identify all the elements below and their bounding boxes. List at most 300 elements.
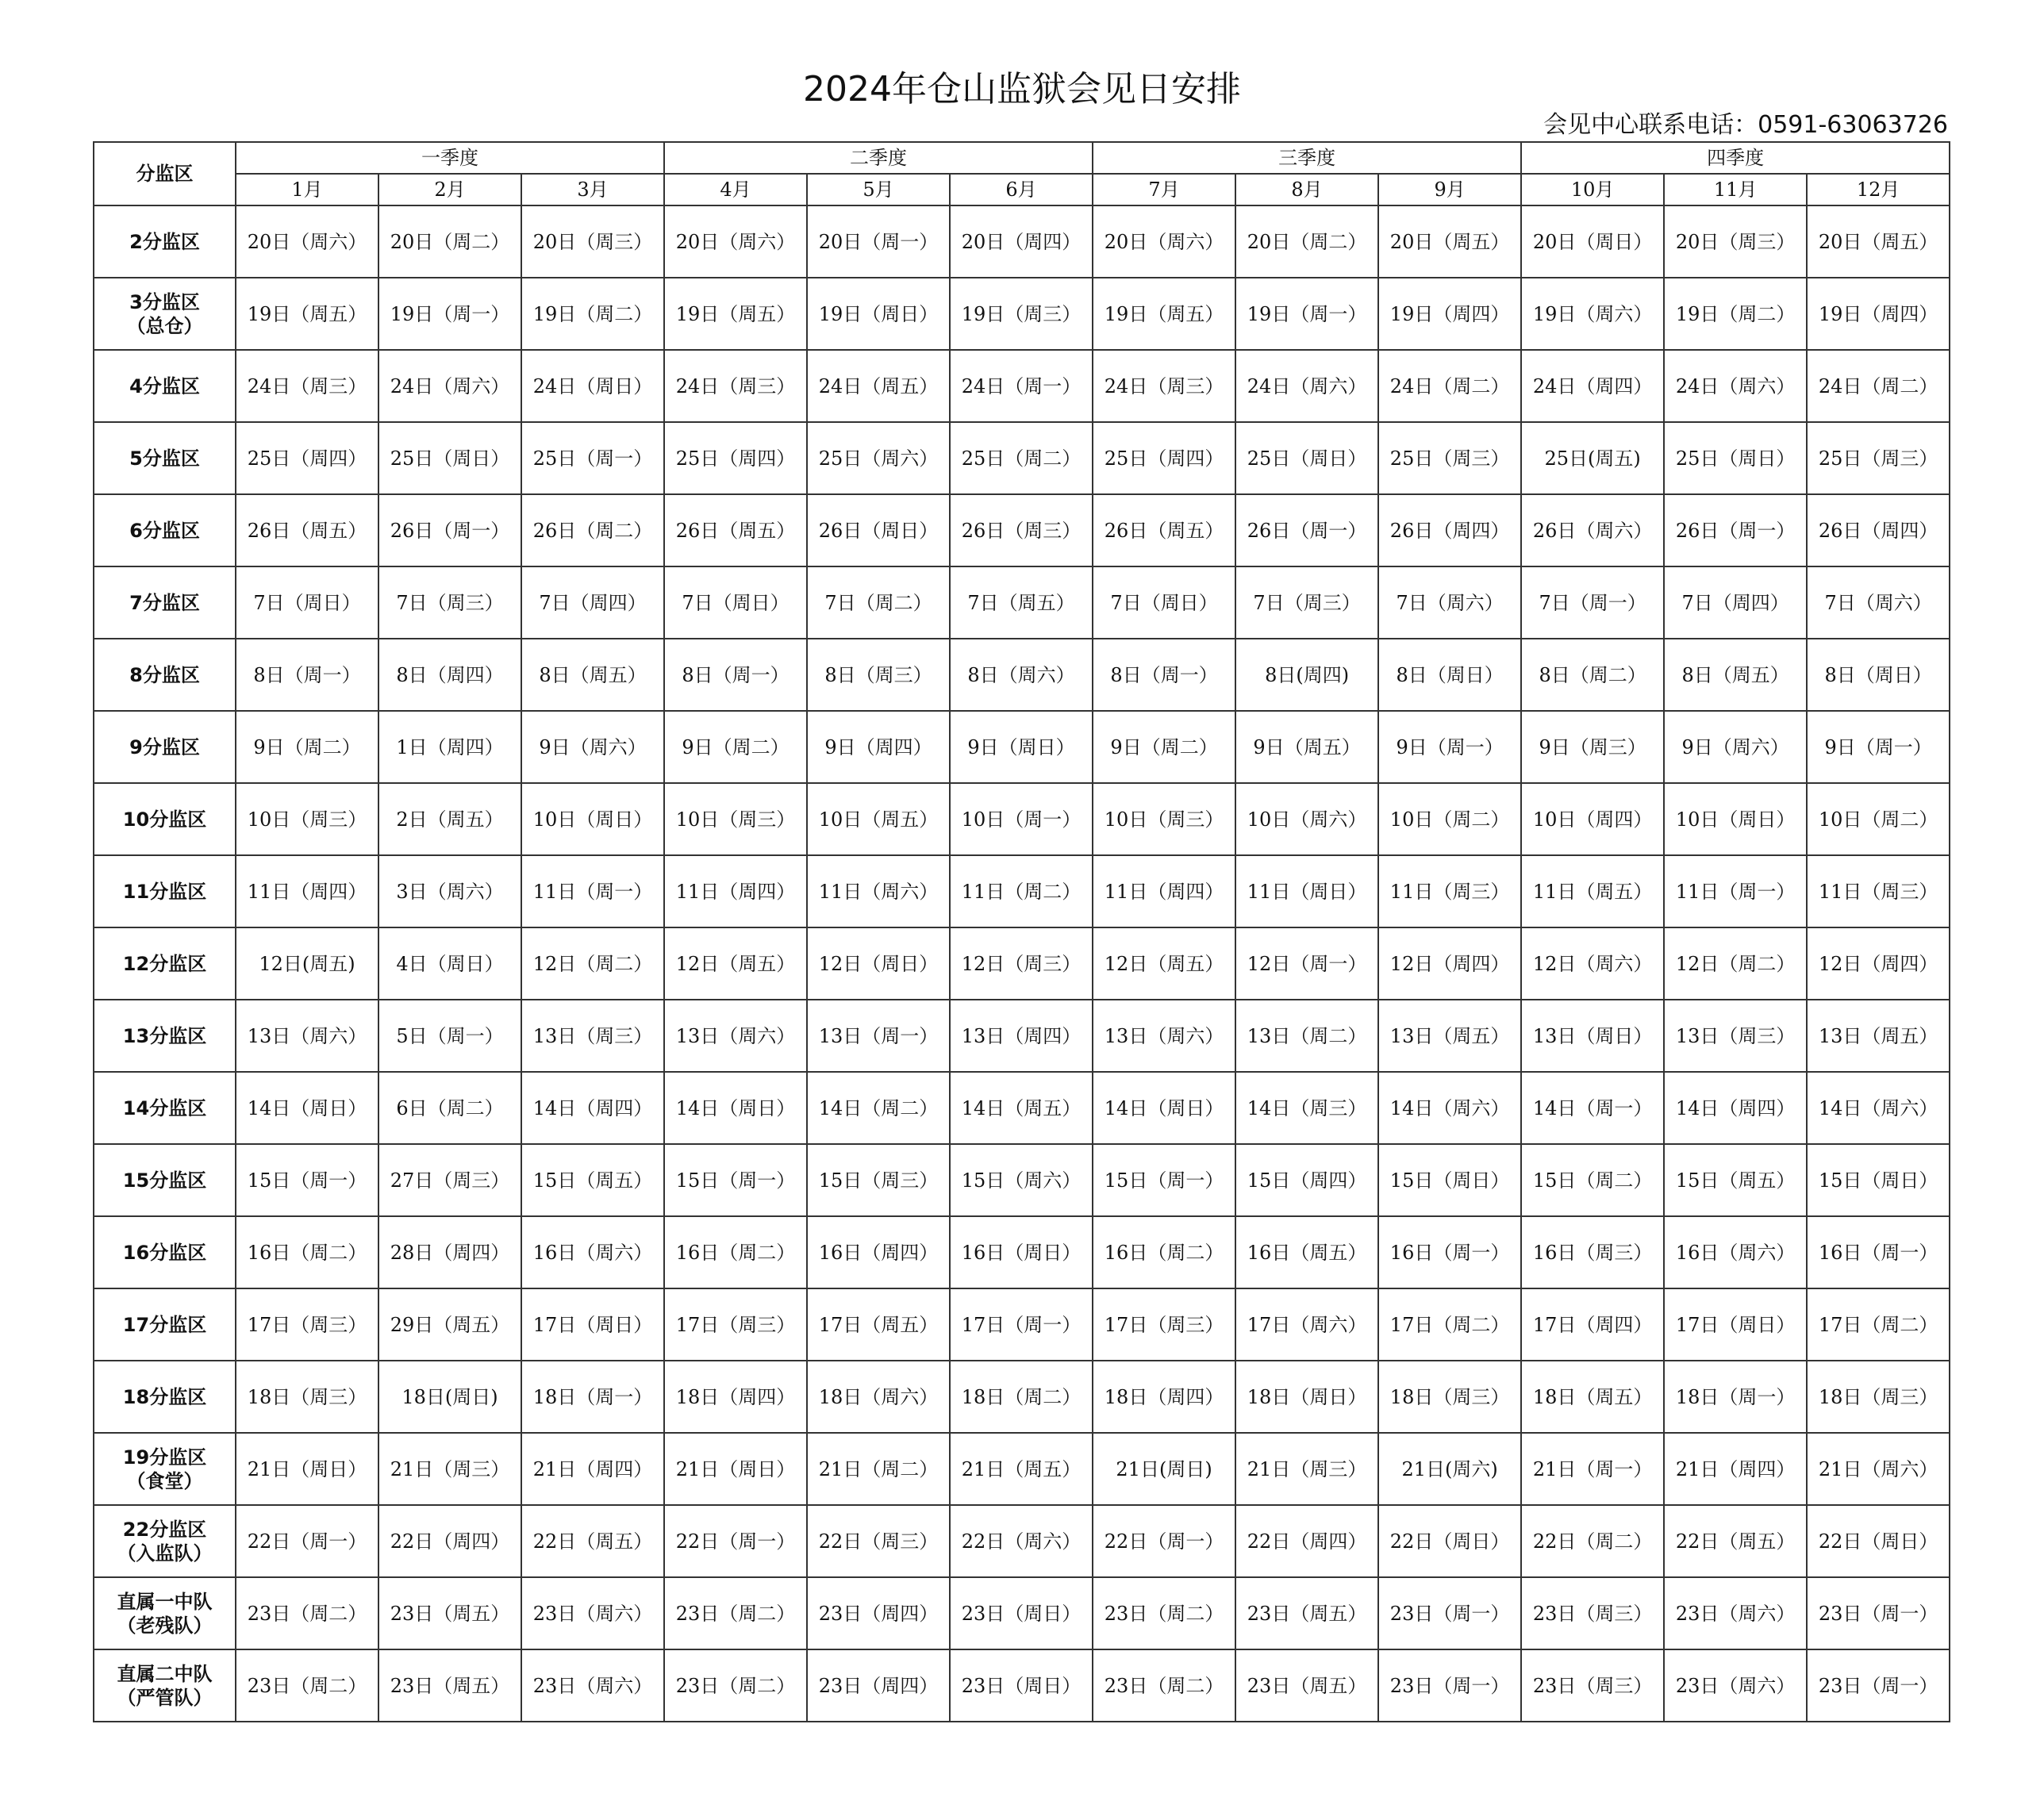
visit-date-cell: 9日（周日） (950, 711, 1093, 783)
visit-date-cell: 9日（周六） (521, 711, 664, 783)
unit-name-cell (94, 783, 236, 855)
table-row (94, 1649, 1950, 1722)
table-row (94, 205, 1950, 278)
visit-date-cell: 22日（周四） (1235, 1505, 1378, 1577)
visit-date-cell: 13日（周三） (1664, 1000, 1807, 1072)
visit-date-cell: 11日（周四） (1093, 855, 1235, 927)
visit-date-cell: 22日（周二） (1521, 1505, 1664, 1577)
month-header: 9月 (1378, 174, 1521, 205)
visit-date-cell: 15日（周四） (1235, 1144, 1378, 1216)
unit-name-cell (94, 278, 236, 350)
visit-date-cell: 21日（周日） (664, 1433, 807, 1505)
visit-date-cell: 16日（周一） (1807, 1216, 1950, 1288)
visit-date-cell: 26日（周四） (1807, 494, 1950, 566)
visit-date-cell: 8日（周一） (664, 639, 807, 711)
visit-date-cell: 24日（周三） (1093, 350, 1235, 422)
visit-date-cell: 24日（周三） (236, 350, 378, 422)
month-header: 11月 (1664, 174, 1807, 205)
visit-date-cell: 17日（周一） (950, 1288, 1093, 1361)
visit-date-cell: 23日（周五） (378, 1577, 521, 1649)
unit-name: 4分监区 (129, 374, 200, 397)
table-row (94, 566, 1950, 639)
visit-date-cell: 14日（周日） (1093, 1072, 1235, 1144)
month-header: 1月 (236, 174, 378, 205)
visit-date-cell: 8日（周五） (1664, 639, 1807, 711)
visit-date-cell: 23日（周三） (1521, 1649, 1664, 1722)
visit-date-cell: 14日（周六） (1807, 1072, 1950, 1144)
visit-date-cell: 9日（周四） (807, 711, 950, 783)
visit-date-cell: 10日（周二） (1807, 783, 1950, 855)
visit-date-cell: 14日（周日） (236, 1072, 378, 1144)
visit-date-cell: 20日（周五） (1807, 205, 1950, 278)
visit-date-cell: 25日（周四） (236, 422, 378, 494)
visit-date-cell: 20日（周四） (950, 205, 1093, 278)
table-row (94, 1505, 1950, 1577)
visit-date-cell: 11日（周六） (807, 855, 950, 927)
visit-date-cell: 9日（周三） (1521, 711, 1664, 783)
visit-date-cell: 18日（周一） (521, 1361, 664, 1433)
visit-date-cell: 20日（周三） (1664, 205, 1807, 278)
visit-date-cell: 23日（周一） (1378, 1577, 1521, 1649)
visit-date-cell: 8日（周五） (521, 639, 664, 711)
visit-date-cell: 25日（周四） (664, 422, 807, 494)
visit-date-cell: 10日（周日） (1664, 783, 1807, 855)
unit-subname: （食堂） (126, 1469, 203, 1492)
visit-date-cell: 17日（周二） (1807, 1288, 1950, 1361)
visit-date-cell: 8日（周三） (807, 639, 950, 711)
unit-name-cell (94, 1000, 236, 1072)
visit-date-cell: 16日（周五） (1235, 1216, 1378, 1288)
visit-date-cell: 20日（周六） (236, 205, 378, 278)
visit-date-cell: 23日（周日） (950, 1649, 1093, 1722)
visit-date-cell: 8日（周日） (1807, 639, 1950, 711)
visit-date-cell: 24日（周四） (1521, 350, 1664, 422)
visit-date-cell: 8日（周一） (236, 639, 378, 711)
table-row (94, 855, 1950, 927)
visit-date-cell: 12日（周日） (807, 927, 950, 1000)
visit-date-cell: 15日（周三） (807, 1144, 950, 1216)
visit-date-cell: 19日（周六） (1521, 278, 1664, 350)
visit-date-cell: 23日（周二） (236, 1649, 378, 1722)
visit-date-cell: 16日（周二） (1093, 1216, 1235, 1288)
visit-date-cell: 23日（周二） (664, 1649, 807, 1722)
visit-date-cell: 7日（周四） (521, 566, 664, 639)
unit-name: 12分监区 (122, 952, 207, 975)
visit-date-cell: 25日（周三） (1807, 422, 1950, 494)
unit-name: 18分监区 (122, 1385, 207, 1408)
visit-date-cell: 9日（周五） (1235, 711, 1378, 783)
unit-name-cell (94, 1649, 236, 1722)
table-row (94, 494, 1950, 566)
visit-date-cell: 12日（周四） (1378, 927, 1521, 1000)
visit-date-cell: 11日（周四） (236, 855, 378, 927)
visit-date-cell: 25日（周二） (950, 422, 1093, 494)
visit-date-cell: 23日（周六） (1664, 1577, 1807, 1649)
visit-date-cell: 25日（周三） (1378, 422, 1521, 494)
unit-name-cell (94, 1288, 236, 1361)
visit-date-cell: 18日(周日) (378, 1361, 521, 1433)
visit-date-cell: 21日(周六) (1378, 1433, 1521, 1505)
visit-date-cell: 17日（周三） (236, 1288, 378, 1361)
visit-date-cell: 12日（周四） (1807, 927, 1950, 1000)
visit-date-cell: 16日（周二） (664, 1216, 807, 1288)
visit-date-cell: 15日（周日） (1807, 1144, 1950, 1216)
visit-date-cell: 11日（周三） (1378, 855, 1521, 927)
visit-date-cell: 13日（周六） (236, 1000, 378, 1072)
visit-date-cell: 19日（周四） (1807, 278, 1950, 350)
visit-date-cell: 9日（周二） (236, 711, 378, 783)
visit-date-cell: 19日（周五） (1093, 278, 1235, 350)
unit-name-cell (94, 422, 236, 494)
visit-date-cell: 18日（周一） (1664, 1361, 1807, 1433)
page-title: 2024年仓山监狱会见日安排 (803, 69, 1241, 109)
quarter-header: 三季度 (1093, 142, 1521, 174)
visit-date-cell: 10日（周日） (521, 783, 664, 855)
visit-date-cell: 20日（周日） (1521, 205, 1664, 278)
visit-date-cell: 7日（周一） (1521, 566, 1664, 639)
visit-date-cell: 11日（周四） (664, 855, 807, 927)
visit-date-cell: 26日（周一） (1235, 494, 1378, 566)
visit-date-cell: 13日（周四） (950, 1000, 1093, 1072)
unit-name: 19分监区 (122, 1446, 207, 1469)
unit-name-cell (94, 1144, 236, 1216)
visit-date-cell: 23日（周二） (1093, 1577, 1235, 1649)
visit-date-cell: 26日（周三） (950, 494, 1093, 566)
visit-date-cell: 18日（周日） (1235, 1361, 1378, 1433)
visit-date-cell: 15日（周一） (664, 1144, 807, 1216)
visit-date-cell: 22日（周六） (950, 1505, 1093, 1577)
visit-date-cell: 14日（周一） (1521, 1072, 1664, 1144)
unit-name-cell (94, 205, 236, 278)
visit-date-cell: 18日（周三） (1807, 1361, 1950, 1433)
table-row (94, 278, 1950, 350)
visit-date-cell: 23日（周一） (1807, 1577, 1950, 1649)
unit-name: 8分监区 (129, 663, 200, 686)
visit-date-cell: 17日（周三） (1093, 1288, 1235, 1361)
visit-date-cell: 11日（周一） (1664, 855, 1807, 927)
month-header: 8月 (1235, 174, 1378, 205)
visit-date-cell: 13日（周六） (664, 1000, 807, 1072)
visit-date-cell: 26日（周五） (1093, 494, 1235, 566)
visit-date-cell: 24日（周三） (664, 350, 807, 422)
visit-date-cell: 26日（周一） (378, 494, 521, 566)
unit-name-cell (94, 639, 236, 711)
visit-date-cell: 18日（周三） (236, 1361, 378, 1433)
visit-date-cell: 17日（周二） (1378, 1288, 1521, 1361)
visit-date-cell: 24日（周日） (521, 350, 664, 422)
visit-date-cell: 12日(周五) (236, 927, 378, 1000)
visit-date-cell: 10日（周五） (807, 783, 950, 855)
visit-date-cell: 24日（周五） (807, 350, 950, 422)
visit-date-cell: 19日（周四） (1378, 278, 1521, 350)
visit-date-cell: 15日（周一） (1093, 1144, 1235, 1216)
visit-date-cell: 1日（周四） (378, 711, 521, 783)
table-row (94, 1216, 1950, 1288)
visit-date-cell: 14日（周四） (521, 1072, 664, 1144)
visit-date-cell: 23日（周六） (521, 1577, 664, 1649)
unit-name: 11分监区 (122, 880, 207, 903)
visit-date-cell: 8日（周日） (1378, 639, 1521, 711)
unit-name-cell (94, 1216, 236, 1288)
visit-date-cell: 13日（周五） (1807, 1000, 1950, 1072)
visit-date-cell: 7日（周五） (950, 566, 1093, 639)
visit-date-cell: 9日（周一） (1378, 711, 1521, 783)
table-row (94, 1361, 1950, 1433)
visit-date-cell: 22日（周四） (378, 1505, 521, 1577)
visit-date-cell: 19日（周五） (236, 278, 378, 350)
visit-date-cell: 13日（周五） (1378, 1000, 1521, 1072)
visit-date-cell: 10日（周三） (236, 783, 378, 855)
visit-date-cell: 16日（周一） (1378, 1216, 1521, 1288)
visit-date-cell: 7日（周三） (1235, 566, 1378, 639)
unit-name: 直属二中队 (117, 1662, 213, 1685)
visit-date-cell: 25日（周六） (807, 422, 950, 494)
unit-name: 直属一中队 (117, 1590, 213, 1613)
visit-date-cell: 12日（周五） (664, 927, 807, 1000)
unit-name: 10分监区 (122, 808, 207, 831)
visit-date-cell: 19日（周一） (378, 278, 521, 350)
visit-date-cell: 26日（周六） (1521, 494, 1664, 566)
visit-date-cell: 8日（周六） (950, 639, 1093, 711)
visit-date-cell: 20日（周三） (521, 205, 664, 278)
table-row (94, 1144, 1950, 1216)
visit-date-cell: 25日(周五) (1521, 422, 1664, 494)
visit-date-cell: 23日（周二） (1093, 1649, 1235, 1722)
visit-date-cell: 18日（周四） (664, 1361, 807, 1433)
visit-date-cell: 13日（周一） (807, 1000, 950, 1072)
visit-date-cell: 17日（周五） (807, 1288, 950, 1361)
unit-subname: （入监队） (117, 1542, 213, 1565)
visit-date-cell: 12日（周一） (1235, 927, 1378, 1000)
visit-date-cell: 7日（周日） (236, 566, 378, 639)
unit-name-cell (94, 1361, 236, 1433)
visit-date-cell: 21日(周日) (1093, 1433, 1235, 1505)
visit-date-cell: 14日（周六） (1378, 1072, 1521, 1144)
visit-date-cell: 17日（周三） (664, 1288, 807, 1361)
unit-name: 7分监区 (129, 591, 200, 614)
visit-date-cell: 22日（周五） (1664, 1505, 1807, 1577)
visit-date-cell: 26日（周日） (807, 494, 950, 566)
visit-date-cell: 20日（周二） (1235, 205, 1378, 278)
visit-date-cell: 21日（周三） (378, 1433, 521, 1505)
visit-date-cell: 2日（周五） (378, 783, 521, 855)
visit-date-cell: 22日（周三） (807, 1505, 950, 1577)
month-header-row (94, 174, 1950, 205)
visit-date-cell: 10日（周四） (1521, 783, 1664, 855)
visit-date-cell: 22日（周一） (1093, 1505, 1235, 1577)
unit-name: 22分监区 (122, 1518, 207, 1541)
visit-date-cell: 26日（周五） (236, 494, 378, 566)
unit-name-cell (94, 1433, 236, 1505)
unit-name-cell (94, 927, 236, 1000)
visit-date-cell: 14日（周日） (664, 1072, 807, 1144)
unit-name-cell (94, 494, 236, 566)
visit-date-cell: 16日（周日） (950, 1216, 1093, 1288)
visit-date-cell: 14日（周五） (950, 1072, 1093, 1144)
visit-date-cell: 10日（周三） (1093, 783, 1235, 855)
unit-name-cell (94, 566, 236, 639)
unit-name: 17分监区 (122, 1313, 207, 1336)
unit-subname: （严管队） (117, 1686, 213, 1709)
visit-date-cell: 23日（周二） (236, 1577, 378, 1649)
unit-name-cell (94, 350, 236, 422)
visit-date-cell: 21日（周三） (1235, 1433, 1378, 1505)
visit-date-cell: 6日（周二） (378, 1072, 521, 1144)
visit-date-cell: 14日（周四） (1664, 1072, 1807, 1144)
visit-date-cell: 11日（周五） (1521, 855, 1664, 927)
visit-date-cell: 23日（周四） (807, 1649, 950, 1722)
visit-date-cell: 18日（周五） (1521, 1361, 1664, 1433)
visit-date-cell: 23日（周五） (1235, 1649, 1378, 1722)
visit-date-cell: 10日（周三） (664, 783, 807, 855)
visit-date-cell: 23日（周四） (807, 1577, 950, 1649)
visit-date-cell: 24日（周六） (378, 350, 521, 422)
visit-date-cell: 22日（周一） (664, 1505, 807, 1577)
visit-date-cell: 19日（周二） (1664, 278, 1807, 350)
visit-date-cell: 23日（周五） (378, 1649, 521, 1722)
visit-date-cell: 18日（周三） (1378, 1361, 1521, 1433)
visit-date-cell: 21日（周一） (1521, 1433, 1664, 1505)
unit-name: 15分监区 (122, 1169, 207, 1192)
visit-date-cell: 21日（周四） (1664, 1433, 1807, 1505)
visit-date-cell: 21日（周四） (521, 1433, 664, 1505)
month-header: 10月 (1521, 174, 1664, 205)
visit-date-cell: 15日（周六） (950, 1144, 1093, 1216)
visit-date-cell: 10日（周六） (1235, 783, 1378, 855)
table-row (94, 1433, 1950, 1505)
unit-name: 6分监区 (129, 519, 200, 542)
visit-date-cell: 13日（周三） (521, 1000, 664, 1072)
visit-date-cell: 23日（周六） (521, 1649, 664, 1722)
table-row (94, 350, 1950, 422)
visit-date-cell: 7日（周六） (1378, 566, 1521, 639)
month-header: 3月 (521, 174, 664, 205)
visit-date-cell: 7日（周六） (1807, 566, 1950, 639)
visit-date-cell: 11日（周一） (521, 855, 664, 927)
visit-date-cell: 20日（周一） (807, 205, 950, 278)
visit-date-cell: 20日（周五） (1378, 205, 1521, 278)
visit-date-cell: 23日（周日） (950, 1577, 1093, 1649)
unit-name: 9分监区 (129, 735, 200, 758)
quarter-header: 一季度 (236, 142, 664, 174)
visit-date-cell: 22日（周日） (1807, 1505, 1950, 1577)
visit-date-cell: 15日（周一） (236, 1144, 378, 1216)
visit-date-cell: 19日（周二） (521, 278, 664, 350)
visit-date-cell: 19日（周五） (664, 278, 807, 350)
visit-date-cell: 8日（周四） (378, 639, 521, 711)
unit-subname: （总仓） (126, 314, 203, 337)
visit-date-cell: 25日（周四） (1093, 422, 1235, 494)
visit-date-cell: 16日（周二） (236, 1216, 378, 1288)
visit-date-cell: 21日（周日） (236, 1433, 378, 1505)
quarter-header-row (94, 142, 1950, 174)
visit-date-cell: 12日（周六） (1521, 927, 1664, 1000)
visit-date-cell: 11日（周日） (1235, 855, 1378, 927)
visit-date-cell: 23日（周一） (1378, 1649, 1521, 1722)
visit-date-cell: 24日（周二） (1378, 350, 1521, 422)
visit-date-cell: 10日（周二） (1378, 783, 1521, 855)
unit-name: 13分监区 (122, 1024, 207, 1047)
visit-date-cell: 26日（周一） (1664, 494, 1807, 566)
visit-date-cell: 16日（周六） (1664, 1216, 1807, 1288)
month-header: 12月 (1807, 174, 1950, 205)
visit-date-cell: 21日（周二） (807, 1433, 950, 1505)
visit-date-cell: 17日（周日） (521, 1288, 664, 1361)
unit-subname: （老残队） (117, 1614, 213, 1637)
month-header: 6月 (950, 174, 1093, 205)
table-row (94, 783, 1950, 855)
schedule-body (94, 205, 1950, 1722)
unit-name: 2分监区 (129, 230, 200, 253)
visit-date-cell: 29日（周五） (378, 1288, 521, 1361)
visit-date-cell: 9日（周二） (664, 711, 807, 783)
unit-name: 3分监区 (129, 290, 200, 313)
visit-date-cell: 22日（周日） (1378, 1505, 1521, 1577)
visit-date-cell: 21日（周五） (950, 1433, 1093, 1505)
table-row (94, 711, 1950, 783)
visit-date-cell: 18日（周四） (1093, 1361, 1235, 1433)
visit-date-cell: 11日（周三） (1807, 855, 1950, 927)
visit-date-cell: 14日（周三） (1235, 1072, 1378, 1144)
visit-date-cell: 12日（周二） (521, 927, 664, 1000)
visit-date-cell: 13日（周六） (1093, 1000, 1235, 1072)
visit-date-cell: 3日（周六） (378, 855, 521, 927)
unit-name: 5分监区 (129, 447, 200, 470)
visit-date-cell: 7日（周二） (807, 566, 950, 639)
visit-date-cell: 24日（周六） (1235, 350, 1378, 422)
visit-date-cell: 16日（周三） (1521, 1216, 1664, 1288)
visit-date-cell: 10日（周一） (950, 783, 1093, 855)
visit-date-cell: 15日（周二） (1521, 1144, 1664, 1216)
visit-date-cell: 9日（周二） (1093, 711, 1235, 783)
visit-date-cell: 23日（周一） (1807, 1649, 1950, 1722)
visit-date-cell: 15日（周五） (1664, 1144, 1807, 1216)
month-header: 4月 (664, 174, 807, 205)
visit-date-cell: 12日（周二） (1664, 927, 1807, 1000)
visit-date-cell: 24日（周六） (1664, 350, 1807, 422)
month-header: 7月 (1093, 174, 1235, 205)
visit-date-cell: 25日（周日） (1235, 422, 1378, 494)
visit-date-cell: 20日（周六） (1093, 205, 1235, 278)
visit-date-cell: 20日（周六） (664, 205, 807, 278)
visit-date-cell: 25日（周日） (378, 422, 521, 494)
visit-date-cell: 18日（周六） (807, 1361, 950, 1433)
column-header-unit: 分监区 (94, 142, 236, 205)
visit-date-cell: 19日（周一） (1235, 278, 1378, 350)
visit-date-cell: 23日（周三） (1521, 1577, 1664, 1649)
visit-date-cell: 7日（周日） (1093, 566, 1235, 639)
visit-date-cell: 11日（周二） (950, 855, 1093, 927)
visit-date-cell: 13日（周二） (1235, 1000, 1378, 1072)
unit-name-cell (94, 855, 236, 927)
visit-date-cell: 28日（周四） (378, 1216, 521, 1288)
visit-date-cell: 23日（周五） (1235, 1577, 1378, 1649)
table-row (94, 422, 1950, 494)
visit-date-cell: 21日（周六） (1807, 1433, 1950, 1505)
visit-date-cell: 12日（周五） (1093, 927, 1235, 1000)
visit-date-cell: 26日（周五） (664, 494, 807, 566)
visit-date-cell: 16日（周六） (521, 1216, 664, 1288)
table-row (94, 1288, 1950, 1361)
visit-date-cell: 26日（周二） (521, 494, 664, 566)
visit-date-cell: 18日（周二） (950, 1361, 1093, 1433)
visit-date-cell: 23日（周六） (1664, 1649, 1807, 1722)
visit-date-cell: 24日（周一） (950, 350, 1093, 422)
visit-date-cell: 19日（周日） (807, 278, 950, 350)
visit-date-cell: 15日（周五） (521, 1144, 664, 1216)
visit-date-cell: 25日（周一） (521, 422, 664, 494)
visit-date-cell: 19日（周三） (950, 278, 1093, 350)
